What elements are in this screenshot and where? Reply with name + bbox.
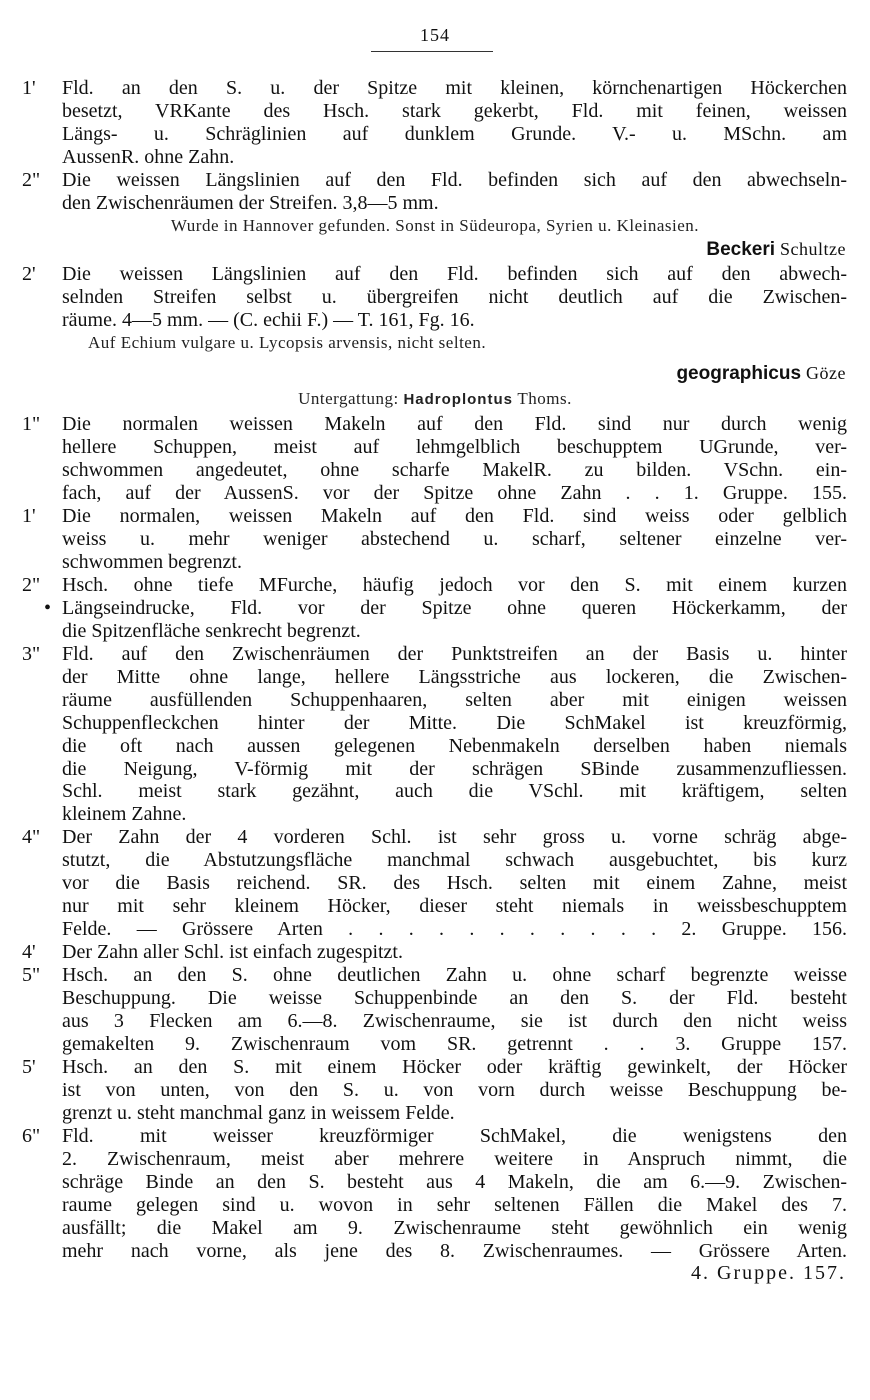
text-line: räume. 4—5 mm. — (C. echii F.) — T. 161, Fg. 16. — [62, 308, 475, 331]
subgenus-heading: Untergattung: Hadroplontus Thoms. — [298, 389, 572, 408]
text-line: AussenR. ohne Zahn. — [62, 145, 235, 168]
margin-dot: • — [44, 597, 52, 619]
text-line: die oft nach aussen gelegenen Nebenmakeln derselben haben niemals — [62, 734, 847, 757]
text-line: mehr nach vorne, als jene des 8. Zwischenraumes. — Grössere Arten. — [62, 1239, 847, 1262]
text-line: die Neigung, V-förmig mit der schrägen SBinde zusammenzufliessen. — [62, 757, 847, 780]
key-entry-2prime — [0, 263, 870, 332]
text-line: Der Zahn aller Schl. ist einfach zugespitzt. — [62, 941, 403, 963]
text-line: Felde. — Grössere Arten . . . . . . . . . . . 2. Gruppe. 156. — [62, 917, 847, 940]
text-line: weiss u. mehr weniger abstechend u. scharf, seltener einzelne ver- — [62, 527, 847, 550]
text-line: räume ausfüllenden Schuppenhaaren, selten aber mit einigen weissen — [62, 688, 847, 711]
text-line: schwommen begrenzt. — [62, 550, 242, 573]
couplet-number: 2" — [22, 169, 41, 191]
page-number: 154 — [420, 25, 450, 45]
key-entry-1prime — [0, 77, 870, 169]
text-line: den Zwischenräumen der Streifen. 3,8—5 mm. — [62, 191, 439, 214]
couplet-number: 6" — [22, 1125, 41, 1147]
key-entry-4prime — [0, 941, 870, 964]
text-line: Hsch. an den S. mit einem Höcker oder kräftig gewinkelt, der Höcker — [62, 1056, 847, 1078]
text-line: schwommen angedeutet, ohne scharfe MakelR. zu bilden. VSchn. ein- — [62, 458, 847, 481]
text-line: Die weissen Längslinien auf den Fld. befinden sich auf den abwech- — [62, 263, 847, 285]
text-line: Längs- u. Schräglinien auf dunklem Grunde. V.- u. MSchn. am — [62, 122, 847, 145]
couplet-number: 4' — [22, 941, 36, 963]
text-line: Fld. auf den Zwischenräumen der Punktstreifen an der Basis u. hinter — [62, 643, 847, 665]
text-line: nur mit sehr kleinem Höcker, dieser steht niemals in weissbeschupptem — [62, 894, 847, 917]
text-line: Längseindrucke, Fld. vor der Spitze ohne queren Höckerkamm, der — [62, 596, 847, 619]
text-line: kleinem Zahne. — [62, 803, 187, 826]
text-line: 2. Zwischenraum, meist aber mehrere weitere in Anspruch nimmt, die — [62, 1147, 847, 1170]
couplet-number: 1" — [22, 413, 41, 435]
text-line: fach, auf der AussenS. vor der Spitze ohne Zahn . . 1. Gruppe. 155. — [62, 481, 847, 504]
text-line: Beschuppung. Die weisse Schuppenbinde an den S. der Fld. besteht — [62, 986, 847, 1009]
key-entry-6dquote — [0, 1125, 870, 1262]
key-entry-2dquote-b — [0, 574, 870, 643]
group-reference: 4. Gruppe. 157. — [691, 1262, 846, 1284]
habitat-note: Wurde in Hannover gefunden. Sonst in Südeuropa, Syrien u. Kleinasien. — [170, 216, 700, 235]
text-line: Fld. mit weisser kreuzförmiger SchMakel, die wenigstens den — [62, 1125, 847, 1147]
text-line: aus 3 Flecken am 6.—8. Zwischenraume, sie ist durch den nicht weiss — [62, 1009, 847, 1032]
text-line: stutzt, die Abstutzungsfläche manchmal schwach ausgebuchtet, bis kurz — [62, 848, 847, 871]
header-rule — [371, 51, 493, 52]
text-line: selnden Streifen selbst u. übergreifen nicht deutlich auf die Zwischen- — [62, 285, 847, 308]
text-line: Hsch. ohne tiefe MFurche, häufig jedoch vor den S. mit einem kurzen — [62, 574, 847, 596]
species-name-geographicus: geographicus Göze — [676, 363, 846, 384]
text-line: die Spitzenfläche senkrecht begrenzt. — [62, 619, 361, 642]
key-entry-3dquote — [0, 643, 870, 826]
habitat-note: Auf Echium vulgare u. Lycopsis arvensis, nicht selten. — [88, 333, 487, 352]
text-line: hellere Schuppen, meist auf lehmgelblich beschupptem UGrunde, ver- — [62, 435, 847, 458]
text-line: ausfällt; die Makel am 9. Zwischenraume steht gewöhnlich ein wenig — [62, 1216, 847, 1239]
text-line: Der Zahn der 4 vorderen Schl. ist sehr gross u. vorne schräg abge- — [62, 826, 847, 848]
couplet-number: 5' — [22, 1056, 36, 1078]
couplet-number: 2' — [22, 263, 36, 285]
species-name-beckeri: Beckeri Schultze — [706, 239, 846, 260]
key-entry-1dquote — [0, 413, 870, 505]
couplet-number: 5" — [22, 964, 41, 986]
text-line: der Mitte ohne lange, hellere Längsstriche aus lockeren, die Zwischen- — [62, 665, 847, 688]
couplet-number: 1' — [22, 77, 36, 99]
text-line: Die normalen, weissen Makeln auf den Fld. sind weiss oder gelblich — [62, 505, 847, 527]
key-entry-5prime — [0, 1056, 870, 1125]
text-line: grenzt u. steht manchmal ganz in weissem Felde. — [62, 1101, 455, 1124]
text-line: Schl. meist stark gezähnt, auch die VSchl. mit kräftigem, selten — [62, 780, 847, 803]
text-line: Hsch. an den S. ohne deutlichen Zahn u. ohne scharf begrenzte weisse — [62, 964, 847, 986]
key-entry-2dquote — [0, 169, 870, 215]
text-line: vor die Basis reichend. SR. des Hsch. selten mit einem Zahne, meist — [62, 871, 847, 894]
text-line: Fld. an den S. u. der Spitze mit kleinen, körnchenartigen Höckerchen — [62, 77, 847, 99]
text-line: schräge Binde an den S. besteht aus 4 Makeln, die am 6.—9. Zwischen- — [62, 1170, 847, 1193]
text-line: ist von unten, von den S. u. von vorn durch weisse Beschuppung be- — [62, 1078, 847, 1101]
couplet-number: 2" — [22, 574, 41, 596]
key-entry-5dquote — [0, 964, 870, 1056]
key-entry-1prime-b — [0, 505, 870, 574]
text-line: Schuppenfleckchen hinter der Mitte. Die SchMakel ist kreuzförmig, — [62, 711, 847, 734]
text-line: raume gelegen sind u. wovon in sehr seltenen Fällen die Makel des 7. — [62, 1193, 847, 1216]
couplet-number: 1' — [22, 505, 36, 527]
text-line: besetzt, VRKante des Hsch. stark gekerbt, Fld. mit feinen, weissen — [62, 99, 847, 122]
couplet-number: 3" — [22, 643, 41, 665]
text-line: Die weissen Längslinien auf den Fld. befinden sich auf den abwechseln- — [62, 169, 847, 191]
couplet-number: 4" — [22, 826, 41, 848]
key-entry-4dquote — [0, 826, 870, 941]
text-line: gemakelten 9. Zwischenraum vom SR. getrennt . . 3. Gruppe 157. — [62, 1032, 847, 1055]
text-line: Die normalen weissen Makeln auf den Fld. sind nur durch wenig — [62, 413, 847, 435]
